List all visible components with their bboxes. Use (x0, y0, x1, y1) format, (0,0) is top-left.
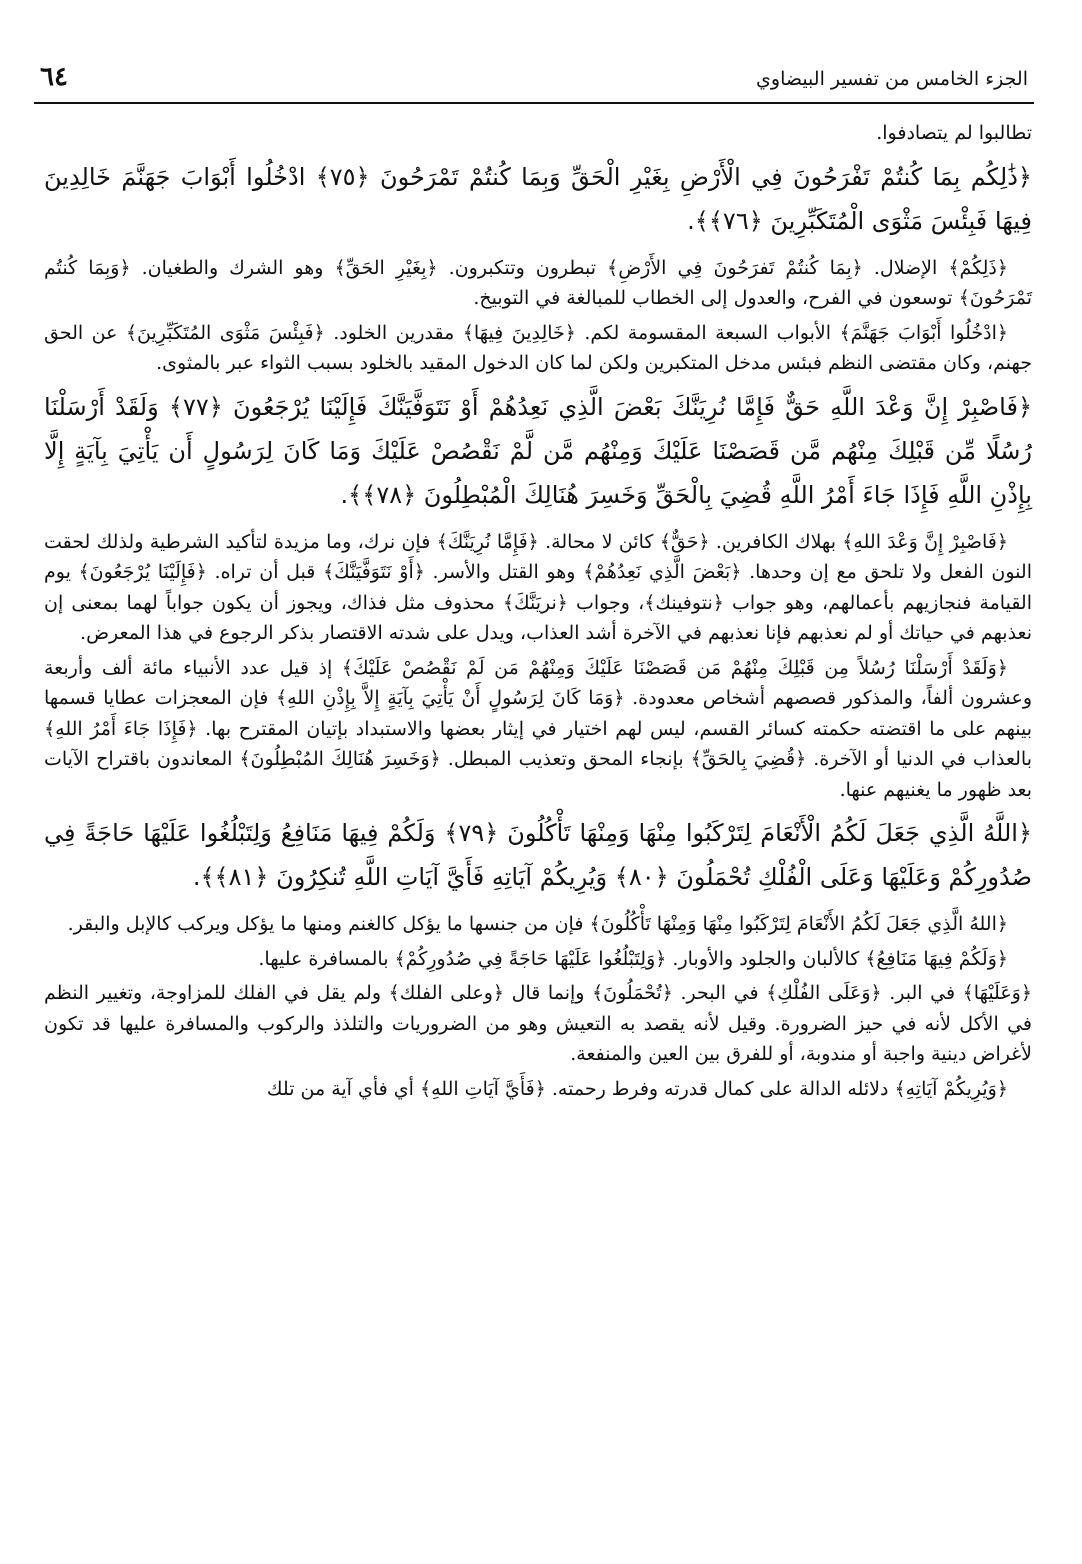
commentary-paragraph: تطالبوا لم يتصادفوا. (876, 122, 1032, 144)
commentary-paragraph: ﴿وَيُرِيكُمْ آيَاتِهِ﴾ دلائله الدالة على كمال قدرته وفرط رحمته. ﴿فَأَيَّ آيَاتِ اللهِ﴾ أي فأي آية من تلك (266, 1077, 1008, 1100)
page-header (34, 62, 1034, 104)
commentary-paragraph: ﴿وَلَكُمْ فِيهَا مَنَافِعُ﴾ كالألبان والجلود والأوبار. ﴿وَلِتَبْلُغُوا عَلَيْهَا حَاجَةً فِي صُدُورِكُمْ﴾ بالمسافرة عليها. (258, 947, 1008, 970)
commentary-paragraph: ﴿اللهُ الَّذِي جَعَلَ لَكُمُ الأَنْعَامَ لِتَرْكَبُوا مِنْهَا وَمِنْهَا تَأْكُلُونَ﴾ فإن من جنسها ما يؤكل كالغنم ومنها ما يؤكل ويركب كالإبل والبقر. (67, 913, 1008, 935)
quran-verse-block: ﴿ذَٰلِكُم بِمَا كُنتُمْ تَفْرَحُونَ فِي الْأَرْضِ بِغَيْرِ الْحَقِّ وَبِمَا كُنتُمْ تَمْرَحُونَ ﴿٧٥﴾ ادْخُلُوا أَبْوَابَ جَهَنَّمَ خَالِدِينَ فِيهَا فَبِئْسَ مَثْوَى الْمُتَكَبِّرِينَ ﴿٧٦﴾﴾. (44, 162, 1032, 235)
commentary-paragraph: ﴿ذَلِكُمْ﴾ الإضلال. ﴿بِمَا كُنتُمْ تَفرَحُونَ فِي الأَرْضِ﴾ تبطرون وتتكبرون. ﴿بِغَيْرِ الحَقِّ﴾ وهو الشرك والطغيان. ﴿وَبِمَا كُنتُم تَمْرَحُونَ﴾ توسعون في الفرح، والعدول إلى الخطاب للمبالغة في التوبيخ. (44, 256, 1032, 309)
running-title: الجزء الخامس من تفسير البيضاوي (756, 68, 1028, 90)
page-body (44, 118, 1032, 1554)
quran-verse-block: ﴿اللَّهُ الَّذِي جَعَلَ لَكُمُ الْأَنْعَامَ لِتَرْكَبُوا مِنْهَا وَمِنْهَا تَأْكُلُونَ ﴿٧٩﴾ وَلَكُمْ فِيهَا مَنَافِعُ وَلِتَبْلُغُوا عَلَيْهَا حَاجَةً فِي صُدُورِكُمْ وَعَلَيْهَا وَعَلَى الْفُلْكِ تُحْمَلُونَ ﴿٨٠﴾ وَيُرِيكُمْ آيَاتِهِ فَأَيَّ آيَاتِ اللَّهِ تُنكِرُونَ ﴿٨١﴾﴾. (44, 819, 1033, 891)
commentary-paragraph: ﴿فَاصْبِرْ إِنَّ وَعْدَ اللهِ﴾ بهلاك الكافرين. ﴿حَقٌّ﴾ كائن لا محالة. ﴿فَإِمَّا نُرِيَنَّكَ﴾ فإن نرك، وما مزيدة لتأكيد الشرطية ولذلك لحقت النون الفعل ولا تلحق مع إن وحدها. ﴿بَعْضَ الَّذِي نَعِدُهُمْ﴾ وهو القتل والأسر. ﴿أَوْ نَتَوَفَّيَنَّكَ﴾ قبل أن تراه. ﴿فَإِلَيْنَا يُرْجَعُونَ﴾ يوم القيامة فنجازيهم بأعمالهم، وهو جواب ﴿نتوفينك﴾، وجواب ﴿نريَنَّكَ﴾ محذوف مثل فذاك، ويجوز أن يكون جواباً لهما بمعنى إن نعذبهم في حياتك أو لم نعذبهم فإنا نعذبهم في الآخرة أشد العذاب، ويدل على شدته الاقتصار بذكر الرجوع في هذا المعرض. (44, 530, 1032, 644)
commentary-paragraph: ﴿وَعَلَيْهَا﴾ في البر. ﴿وَعَلَى الفُلْكِ﴾ في البحر. ﴿تُحْمَلُونَ﴾ وإنما قال ﴿وعلى الفلك﴾ ولم يقل في الفلك للمزاوجة، وتغيير النظم في الأكل لأنه في حيز الضرورة. وقيل لأنه يقصد به التعيش وهو من الضروريات والتلذذ والركوب والمسافرة عليها قد تكون لأغراض دينية واجبة أو مندوبة، أو للفرق بين العين والمنفعة. (44, 982, 1032, 1065)
commentary-paragraph: ﴿ادْخُلُوا أَبْوَابَ جَهَنَّمَ﴾ الأبواب السبعة المقسومة لكم. ﴿خَالِدِينَ فِيهَا﴾ مقدرين الخلود. ﴿فَبِئْسَ مَثْوَى المُتَكَبِّرِينَ﴾ عن الحق جهنم، وكان مقتضى النظم فبئس مدخل المتكبرين ولكن لما كان الدخول المقيد بالخلود بسبب الثواء عبر بالمثوى. (44, 321, 1032, 374)
page-number: ٦٤ (40, 62, 68, 92)
commentary-paragraph: ﴿وَلَقَدْ أَرْسَلْنَا رُسُلاً مِن قَبْلِكَ مِنْهُمْ مَن قَصَصْنَا عَلَيْكَ وَمِنْهُمْ مَن لَمْ نَقْصُصْ عَلَيْكَ﴾ إذ قيل عدد الأنبياء مائة ألف وأربعة وعشرون ألفاً، والمذكور قصصهم أشخاص معدودة. ﴿وَمَا كَانَ لِرَسُولٍ أَنْ يَأْتِيَ بِآيَةٍ إِلاَّ بِإِذْنِ اللهِ﴾ فإن المعجزات عطايا قسمها بينهم على ما اقتضته حكمته كسائر القسم، ليس لهم اختيار في إيثار بعضها والاستبداد بإتيان المقترح بها. ﴿فَإِذَا جَاءَ أَمْرُ اللهِ﴾ بالعذاب في الدنيا أو الآخرة. ﴿قُضِيَ بِالحَقِّ﴾ بإنجاء المحق وتعذيب المبطل. ﴿وَخَسِرَ هُنَالِكَ المُبْطِلُونَ﴾ المعاندون باقتراح الآيات بعد ظهور ما يغنيهم عنها. (44, 656, 1032, 801)
quran-verse-block: ﴿فَاصْبِرْ إِنَّ وَعْدَ اللَّهِ حَقٌّ فَإِمَّا نُرِيَنَّكَ بَعْضَ الَّذِي نَعِدُهُمْ أَوْ نَتَوَفَّيَنَّكَ فَإِلَيْنَا يُرْجَعُونَ ﴿٧٧﴾ وَلَقَدْ أَرْسَلْنَا رُسُلًا مِّن قَبْلِكَ مِنْهُم مَّن قَصَصْنَا عَلَيْكَ وَمِنْهُم مَّن لَّمْ نَقْصُصْ عَلَيْكَ وَمَا كَانَ لِرَسُولٍ أَن يَأْتِيَ بِآيَةٍ إِلَّا بِإِذْنِ اللَّهِ فَإِذَا جَاءَ أَمْرُ اللَّهِ قُضِيَ بِالْحَقِّ وَخَسِرَ هُنَالِكَ الْمُبْطِلُونَ ﴿٧٨﴾﴾. (44, 392, 1032, 509)
